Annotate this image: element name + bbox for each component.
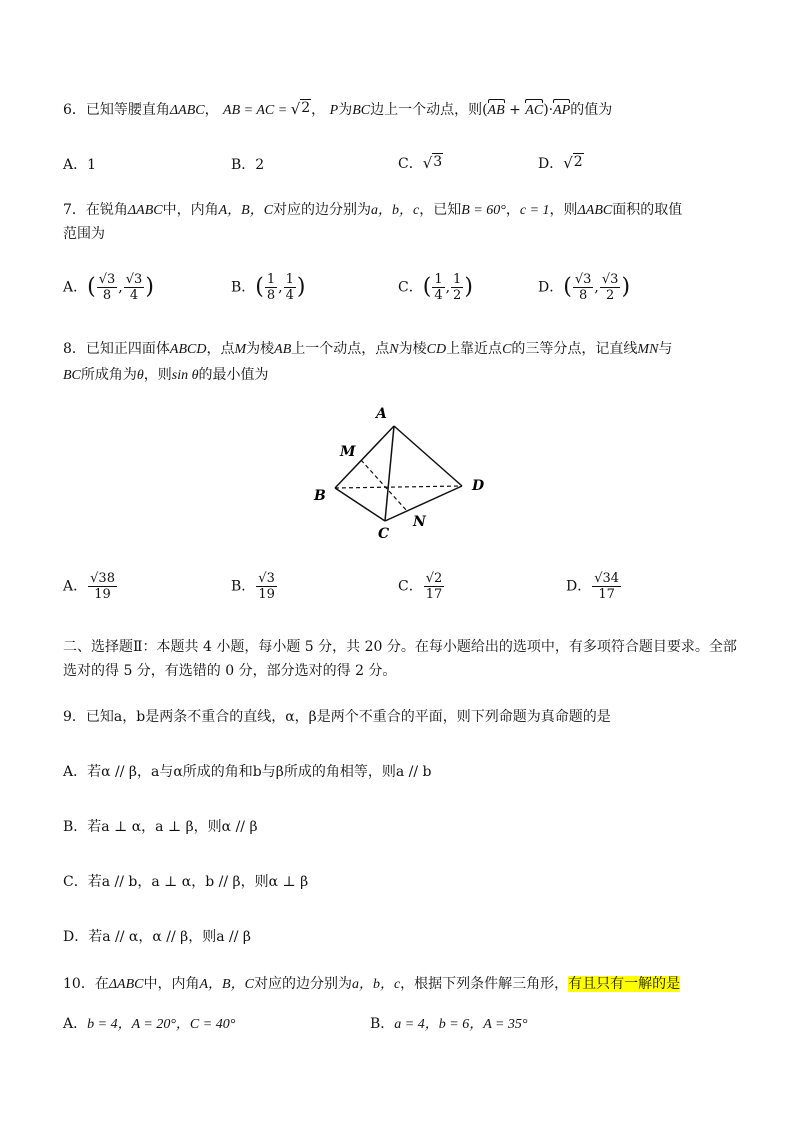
edge-bc [335, 488, 385, 521]
edge-bd-hidden [335, 486, 462, 488]
label-d: D [472, 478, 485, 494]
sqrt-2: √ 2 [290, 100, 311, 118]
vector-ac: AC [525, 101, 543, 121]
q9-stem: 9．已知a，b是两条不重合的直线，α，β是两个不重合的平面，则下列命题为真命题的是 [63, 709, 611, 725]
label-c: C [378, 526, 390, 542]
label-n: N [413, 514, 426, 530]
section2-heading-line2: 选对的得 5 分，有选错的 0 分，部分选对的得 2 分。 [63, 663, 397, 679]
label-a: A [376, 406, 387, 422]
section2-heading-line1: 二、选择题Ⅱ：本题共 4 小题，每小题 5 分，共 20 分。在每小题给出的选项中，有多项符合题目要求。全部 [63, 639, 737, 655]
q7-option-b: B．( $\frac{1}{8}$ , $\frac{1}{4}$ ) [231, 272, 306, 303]
q9-option-c: C．若a // b，a ⊥ α，b // β，则α ⊥ β [63, 874, 309, 890]
q9-option-a: A．若α // β，a与α所成的角和b与β所成的角相等，则a // b [63, 764, 432, 780]
segment-mn-dashed [361, 460, 407, 511]
vector-ap: AP [553, 101, 570, 121]
q10-stem: 10．在ΔABC中，内角A，B，C对应的边分别为a，b，c，根据下列条件解三角形，有且只有一解的是 [63, 976, 681, 992]
q7-option-c: C．( $\frac{1}{4}$ , $\frac{1}{2}$ ) [398, 272, 473, 303]
q10-option-a: A．b = 4，A = 20°，C = 40° [63, 1016, 236, 1032]
vector-ab: AB [488, 101, 505, 121]
q6-option-c: C． √ 3 [398, 154, 443, 172]
q9-option-d: D．若a // α，α // β，则a // β [63, 929, 252, 945]
label-m: M [340, 444, 356, 460]
q6-option-d: D． √ 2 [538, 154, 583, 172]
q8-option-b: B． $\frac{√3}{19}$ [231, 571, 275, 602]
q6-option-b: B．2 [231, 157, 265, 173]
highlighted-phrase: 有且只有一解的是 [568, 976, 681, 992]
q8-stem-line1: 8．已知正四面体ABCD，点M为棱AB上一个动点，点N为棱CD上靠近点C的三等分点，记直线MN与 [63, 341, 673, 357]
q7-option-a: A．( $\frac{√3}{8}$ , $\frac{√3}{4}$ ) [63, 272, 154, 303]
label-b: B [314, 488, 326, 504]
q6-option-a: A．1 [63, 157, 97, 173]
q10-option-b: B．a = 4，b = 6，A = 35° [370, 1016, 528, 1032]
q9-option-b: B．若a ⊥ α，a ⊥ β，则α // β [63, 819, 258, 835]
q8-option-d: D． $\frac{√34}{17}$ [566, 571, 620, 602]
q8-option-c: C． $\frac{√2}{17}$ [398, 571, 443, 602]
q7-stem-line2: 范围为 [63, 226, 105, 242]
tetrahedron-figure [300, 398, 500, 544]
q8-option-a: A． $\frac{√38}{19}$ [63, 571, 115, 602]
q8-stem-line2: BC所成角为θ，则sin θ的最小值为 [63, 367, 269, 383]
q7-option-d: D．( $\frac{√3}{8}$ , $\frac{√3}{2}$ ) [538, 272, 631, 303]
q7-stem-line1: 7．在锐角ΔABC中，内角A，B，C对应的边分别为a，b，c，已知B = 60°，c = 1，则ΔABC面积的取值 [63, 202, 683, 218]
edge-ac [385, 426, 394, 521]
edge-ad [394, 426, 462, 486]
q6-stem: 6．已知等腰直角ΔABC， AB = AC = √ 2 ， P为BC边上一个动点，则(AB + AC)·AP的值为 [63, 99, 612, 121]
